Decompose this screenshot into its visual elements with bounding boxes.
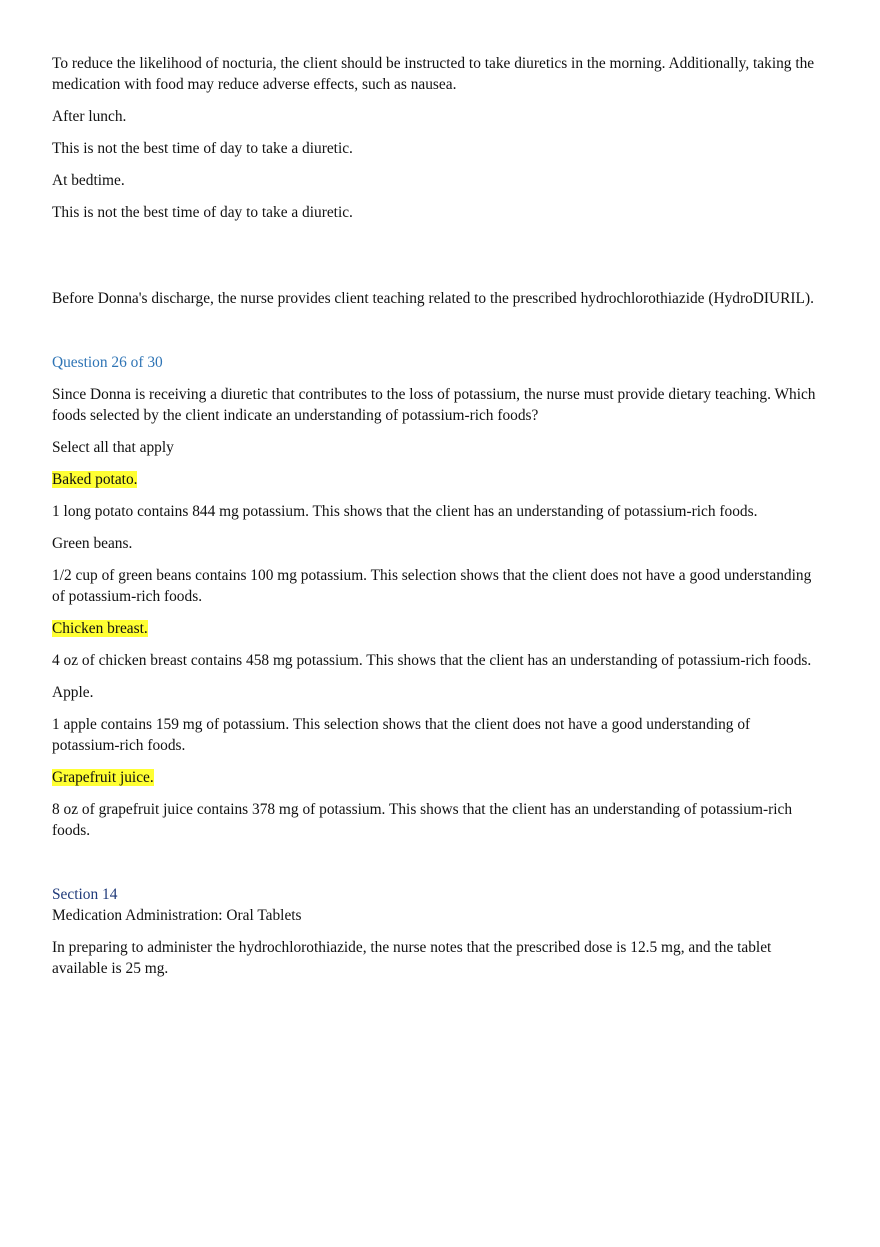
prev-option-label: After lunch. [52, 108, 127, 125]
selected-highlight: Grapefruit juice. [52, 769, 154, 786]
prev-option-rationale: This is not the best time of day to take a diuretic. [52, 204, 353, 221]
spacer [52, 234, 820, 288]
answer-option-green-beans: Green beans. [52, 535, 133, 552]
spacer [52, 852, 820, 884]
prev-option-rationale: This is not the best time of day to take a diuretic. [52, 140, 353, 157]
answer-rationale: 8 oz of grapefruit juice contains 378 mg of potassium. This shows that the client has an understanding of potassium-rich foods. [52, 801, 793, 839]
selected-highlight: Chicken breast. [52, 620, 148, 637]
answer-rationale: 1 long potato contains 844 mg potassium. This shows that the client has an understanding of potassium-rich foods. [52, 503, 758, 520]
spacer [52, 320, 820, 352]
section-title: Medication Administration: Oral Tablets [52, 907, 302, 924]
answer-option-chicken-breast [52, 618, 820, 639]
question-instruction: Select all that apply [52, 439, 174, 456]
section-body: In preparing to administer the hydrochlorothiazide, the nurse notes that the prescribed dose is 12.5 mg, and the tablet available is 25 mg. [52, 939, 772, 977]
rationale-top: To reduce the likelihood of nocturia, the client should be instructed to take diuretics in the morning. Additionally, taking the medication with food may reduce adverse effects, such as nausea. [52, 55, 815, 93]
section-heading: Section 14 [52, 886, 118, 903]
answer-option-grapefruit-juice [52, 767, 820, 788]
answer-rationale: 4 oz of chicken breast contains 458 mg potassium. This shows that the client has an understanding of potassium-rich foods. [52, 652, 812, 669]
question-heading: Question 26 of 30 [52, 354, 163, 371]
prev-option-label: At bedtime. [52, 172, 125, 189]
question-stem: Since Donna is receiving a diuretic that contributes to the loss of potassium, the nurse must provide dietary teaching. Which foods selected by the client indicate an understanding of potassium-rich foods? [52, 386, 816, 424]
answer-option-baked-potato [52, 469, 820, 490]
selected-highlight: Baked potato. [52, 471, 138, 488]
answer-rationale: 1/2 cup of green beans contains 100 mg potassium. This selection shows that the client does not have a good understanding of potassium-rich foods. [52, 567, 812, 605]
answer-rationale: 1 apple contains 159 mg of potassium. This selection shows that the client does not have a good understanding of potassium-rich foods. [52, 716, 751, 754]
scenario-text: Before Donna's discharge, the nurse provides client teaching related to the prescribed hydrochlorothiazide (HydroDIURIL). [52, 290, 814, 307]
answer-option-apple: Apple. [52, 684, 94, 701]
